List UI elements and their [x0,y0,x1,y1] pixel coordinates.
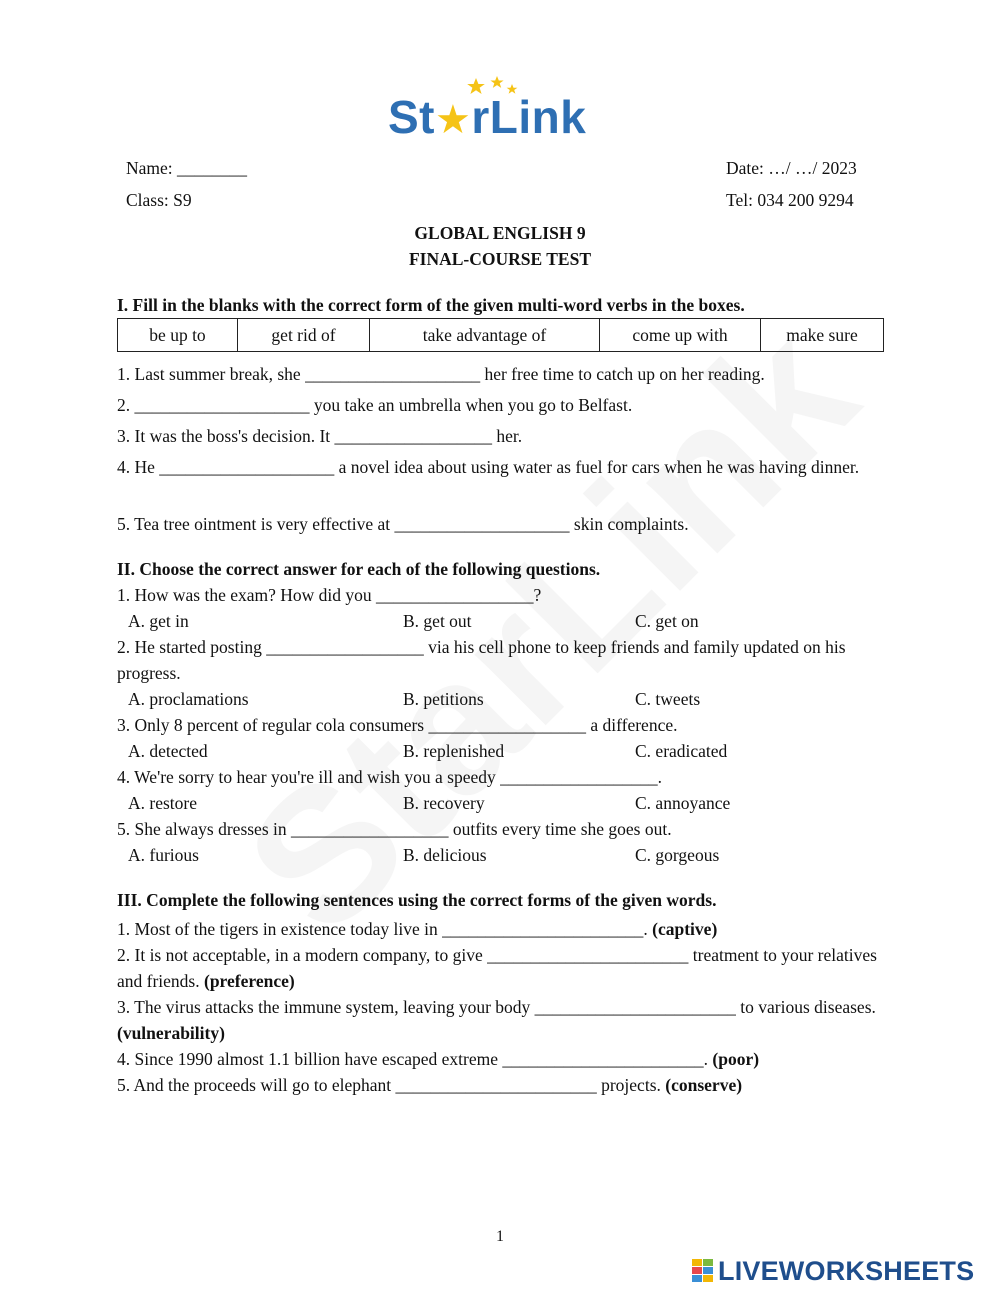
option-c: C. gorgeous [635,845,720,865]
word-box [117,318,884,352]
section1-question-5: 5. Tea tree ointment is very effective at ____________________ skin complaints. [117,514,689,534]
given-word: (vulnerability) [117,1023,225,1043]
given-word: (conserve) [665,1075,743,1095]
option-a: A. restore [128,793,198,813]
section3-question-2: 2. It is not acceptable, in a modern company, to give _______________________ treatment to your relatives and friends. (preference) [117,945,877,991]
page-number: 1 [496,1228,504,1245]
section3-question-1: 1. Most of the tigers in existence today live in _______________________. (captive) [117,919,718,939]
word-box-item: get rid of [238,319,370,352]
section1-instruction: I. Fill in the blanks with the correct form of the given multi-word verbs in the boxes. [117,295,745,315]
section3-question-4: 4. Since 1990 almost 1.1 billion have escaped extreme _______________________. (poor) [117,1049,760,1069]
word-box-item: be up to [118,319,238,352]
test-title: GLOBAL ENGLISH 9 [414,223,586,243]
liveworksheets-blocks-icon [692,1259,714,1283]
option-b: B. delicious [403,845,487,865]
word-box-item: take advantage of [370,319,600,352]
option-b: B. get out [403,611,472,631]
option-b: B. replenished [403,741,505,761]
option-c: C. eradicated [635,741,728,761]
name-field-label: Name: ________ [126,158,248,178]
option-a: A. proclamations [128,689,249,709]
option-c: C. annoyance [635,793,731,813]
section2-question-3: 3. Only 8 percent of regular cola consumers __________________ a difference. [117,715,678,735]
word-box-item: make sure [761,319,884,352]
section3-question-5: 5. And the proceeds will go to elephant _______________________ projects. (conserve) [117,1075,743,1095]
option-a: A. detected [128,741,208,761]
liveworksheets-brand [692,1256,992,1286]
given-word: (poor) [712,1049,760,1069]
section2-instruction: II. Choose the correct answer for each of the following questions. [117,559,601,579]
starlink-logo [388,74,612,144]
section2-question-1: 1. How was the exam? How did you __________________? [117,585,542,605]
section3-question-3: 3. The virus attacks the immune system, leaving your body _______________________ to various diseases. (vulnerability) [117,997,876,1043]
section1-question-3: 3. It was the boss's decision. It __________________ her. [117,426,523,446]
logo-star-icon: ★ [435,98,472,142]
section3-instruction: III. Complete the following sentences using the correct forms of the given words. [117,890,717,910]
section2-question-4: 4. We're sorry to hear you're ill and wish you a speedy __________________. [117,767,663,787]
class-label: Class: S9 [126,190,192,210]
word-box-item: come up with [600,319,761,352]
option-c: C. tweets [635,689,701,709]
section2-question-2: 2. He started posting __________________ via his cell phone to keep friends and family updated on his progress. [117,637,846,683]
option-b: B. petitions [403,689,484,709]
liveworksheets-text: LIVEWORKSHEETS [718,1256,975,1286]
given-word: (captive) [652,919,718,939]
section1-question-2: 2. ____________________ you take an umbrella when you go to Belfast. [117,395,633,415]
logo-wordmark: St★rLink [388,91,587,143]
section1-question-4: 4. He ____________________ a novel idea about using water as fuel for cars when he was having dinner. [117,457,860,477]
option-b: B. recovery [403,793,485,813]
test-subtitle: FINAL-COURSE TEST [408,249,591,269]
option-a: A. get in [128,611,189,631]
tel-label: Tel: 034 200 9294 [726,190,854,210]
section1-question-1: 1. Last summer break, she ____________________ her free time to catch up on her reading. [117,364,765,384]
date-field-label: Date: …/ …/ 2023 [726,158,857,178]
section2-question-5: 5. She always dresses in __________________ outfits every time she goes out. [117,819,672,839]
option-c: C. get on [635,611,699,631]
given-word: (preference) [204,971,295,991]
option-a: A. furious [128,845,199,865]
